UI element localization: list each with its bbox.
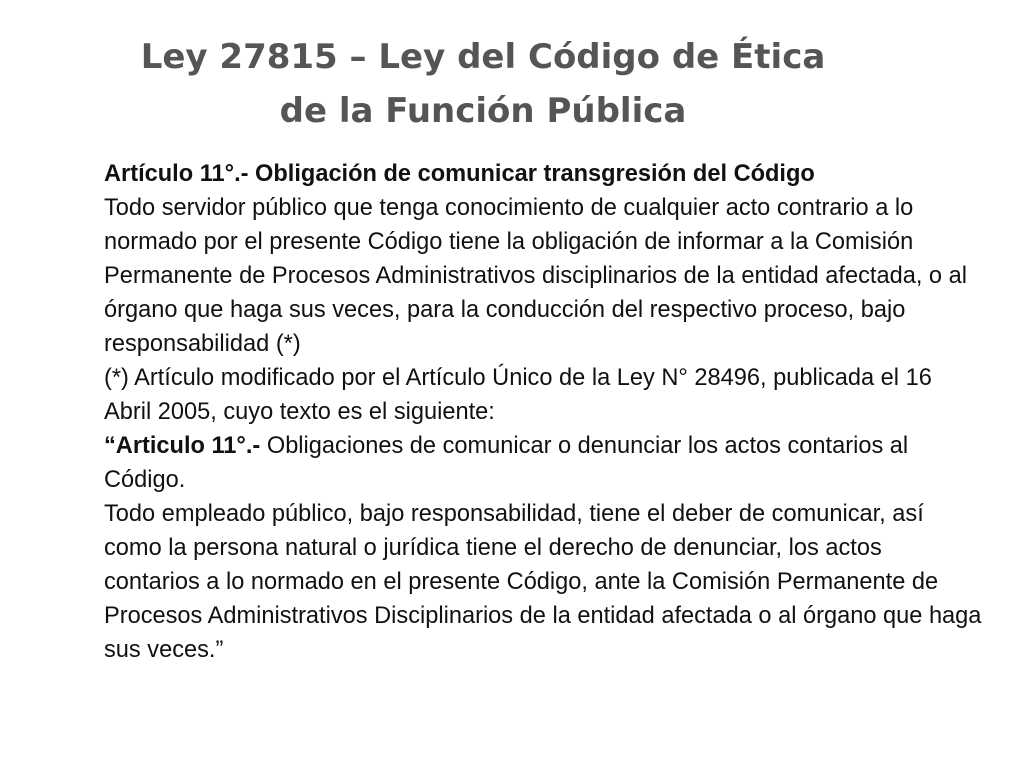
new-article-text: Todo empleado público, bajo responsabilidad, tiene el deber de comunicar, así como la persona natural o jurídica tiene el derecho de denunciar, los actos contarios a lo normado en el presente Código, ante la Comisión Permanente de Procesos Administrativos Disciplinarios de la entidad afectada o al órgano que haga sus veces.” bbox=[104, 501, 982, 663]
original-article-text: Todo servidor público que tenga conocimiento de cualquier acto contrario a lo normado por el presente Código tiene la obligación de informar a la Comisión Permanente de Procesos Administrativos disciplinarios de la entidad afectada, o al órgano que haga sus veces, para la conducción del respectivo proceso, bajo responsabilidad (*) bbox=[104, 195, 967, 357]
title-line-2: de la Función Pública bbox=[279, 91, 687, 131]
title-line-1: Ley 27815 – Ley del Código de Ética bbox=[140, 37, 826, 77]
modification-note: (*) Artículo modificado por el Artículo Único de la Ley N° 28496, publicada el 16 Abril 2005, cuyo texto es el siguiente: bbox=[104, 365, 932, 425]
slide-title bbox=[0, 30, 966, 138]
slide-body bbox=[104, 157, 984, 667]
new-article-heading: Obligaciones de comunicar o denunciar los actos contarios al Código. bbox=[104, 433, 909, 493]
new-article-heading-paragraph bbox=[104, 429, 984, 497]
new-article-label: “Articulo 11°.- bbox=[104, 433, 261, 459]
article-heading: Artículo 11°.- Obligación de comunicar transgresión del Código bbox=[104, 161, 815, 187]
